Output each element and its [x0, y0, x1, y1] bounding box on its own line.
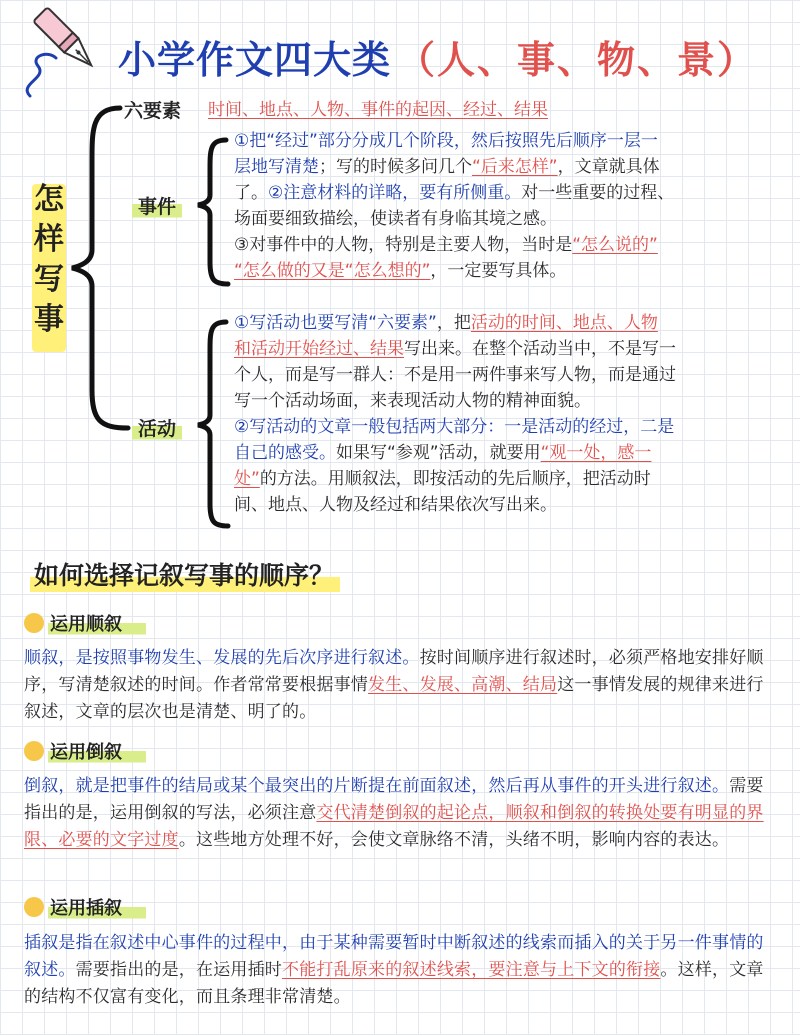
activity-line: 的方法。用顺叙法，即按活动的先后顺序，把活动时 — [259, 469, 651, 489]
event-line: ③对事件中的人物，特别是主要人物，当时是 — [234, 235, 573, 255]
interpolation-definition: 插叙是指在叙述中心事件的过程中，由于某种需要暂时中断叙述的线索而插入的关于另一件事情的叙述。 — [24, 933, 764, 980]
flashback-text — [24, 773, 778, 854]
bullet-dot-icon — [24, 897, 44, 917]
section-label: 运用倒叙 — [48, 738, 146, 764]
activity-line: 写一个活动场面，来表现活动人物的精神面貌。 — [234, 391, 591, 411]
activity-line: 间、地点、人物及经过和结果依次写出来。 — [234, 495, 557, 515]
event-line: ；写的时候多问几个 — [319, 157, 472, 177]
activity-line: ②写活动的文章一般包括两大部分：一是活动的经过，二是 — [234, 417, 675, 437]
activity-line: 个人，而是写一群人：不是用一两件事来写人物，而是通过 — [234, 365, 676, 385]
section-interpolation — [24, 894, 146, 920]
activity-line: ①写活动也要写清“六要素” — [234, 313, 437, 333]
activity-label: 活动 — [132, 414, 182, 441]
interpolation-text — [24, 930, 778, 1011]
section-heading-narrative-order: 如何选择记叙写事的顺序？ — [30, 556, 340, 594]
section-chronological — [24, 610, 146, 636]
activity-text — [234, 310, 784, 518]
section-label: 运用插叙 — [48, 894, 146, 920]
event-line: “怎么说的” — [572, 235, 658, 255]
title-categories: （人、事、物、景） — [397, 37, 758, 82]
event-label: 事件 — [132, 192, 182, 219]
activity-line: 处” — [234, 469, 260, 489]
event-line: ，一定要写具体。 — [430, 261, 567, 281]
activity-line: 自己的感受。 — [234, 443, 336, 463]
chronological-body: 按时间顺序进行叙述时，必须严格地安排好顺序，写清楚叙述的时间。作者常常要根据事情 — [24, 648, 764, 695]
chronological-keypoint: 发生、发展、高潮、结局 — [368, 675, 558, 695]
chronological-definition: 顺叙，是按照事物发生、发展的先后次序进行叙述。 — [24, 648, 420, 668]
chronological-text — [24, 645, 778, 726]
six-elements-text: 时间、地点、人物、事件的起因、经过、结果 — [208, 100, 548, 120]
interpolation-body: 需要指出的是，在运用插时 — [75, 960, 283, 980]
side-label-char: 写 — [34, 262, 64, 297]
side-label-char: 事 — [34, 302, 64, 337]
side-label-how-to-write — [30, 180, 68, 340]
six-elements-label: 六要素 — [124, 100, 182, 122]
event-line: ②注意材料的详略，要有所侧重。 — [268, 183, 522, 203]
bullet-dot-icon — [24, 741, 44, 761]
event-line: ①把“经过”部分分成几个阶段，然后按照先后顺序一层一 — [234, 131, 658, 151]
section-label: 运用顺叙 — [48, 610, 146, 636]
event-line: ，文章就具体 — [557, 157, 660, 177]
activity-line: “观一处，感一 — [540, 443, 652, 463]
title-main: 小学作文四大类 — [118, 37, 392, 82]
event-line: 层地写清楚 — [234, 157, 319, 177]
chronological-body-end: 这一事情发展的规律来进行叙述，文章的层次也是清楚、明了的。 — [24, 675, 764, 722]
activity-line: 活动的时间、地点、人物 — [470, 313, 658, 333]
activity-line: 如果写“参观”活动，就要用 — [336, 443, 541, 463]
flashback-keypoint: 交代清楚倒叙的起论点，顺叙和倒叙的转换处要有明显的界限、必要的文字过度 — [24, 803, 764, 850]
event-text — [234, 128, 784, 284]
event-line: “后来怎样” — [472, 157, 558, 177]
interpolation-body-end: 。这样，文章的结构不仅富有变化，而且条理非常清楚。 — [24, 960, 764, 1007]
event-line: 了。 — [234, 183, 268, 203]
activity-line: 和活动开始经过、结果 — [234, 339, 404, 359]
section-flashback — [24, 738, 146, 764]
event-line: 对一些重要的过程、 — [521, 183, 675, 203]
side-label-char: 怎 — [34, 182, 64, 217]
activity-line: ，把 — [436, 313, 471, 333]
flashback-body: 需要指出的是，运用倒叙的写法，必须注意 — [24, 776, 764, 823]
flashback-body-end: 。这些地方处理不好，会使文章脉络不清，头绪不明，影响内容的表达。 — [178, 830, 730, 850]
event-line: “怎么做的又是“怎么想的” — [234, 261, 431, 281]
bullet-dot-icon — [24, 613, 44, 633]
side-label-char: 样 — [34, 222, 64, 257]
event-line: 场面要细致描绘，使读者有身临其境之感。 — [234, 209, 557, 229]
flashback-definition: 倒叙，就是把事件的结局或某个最突出的片断提在前面叙述，然后再从事件的开头进行叙述。 — [24, 776, 730, 796]
interpolation-keypoint: 不能打乱原来的叙述线索，要注意与上下文的衔接 — [282, 960, 661, 980]
activity-line: 写出来。在整个活动当中，不是写一 — [404, 339, 676, 359]
